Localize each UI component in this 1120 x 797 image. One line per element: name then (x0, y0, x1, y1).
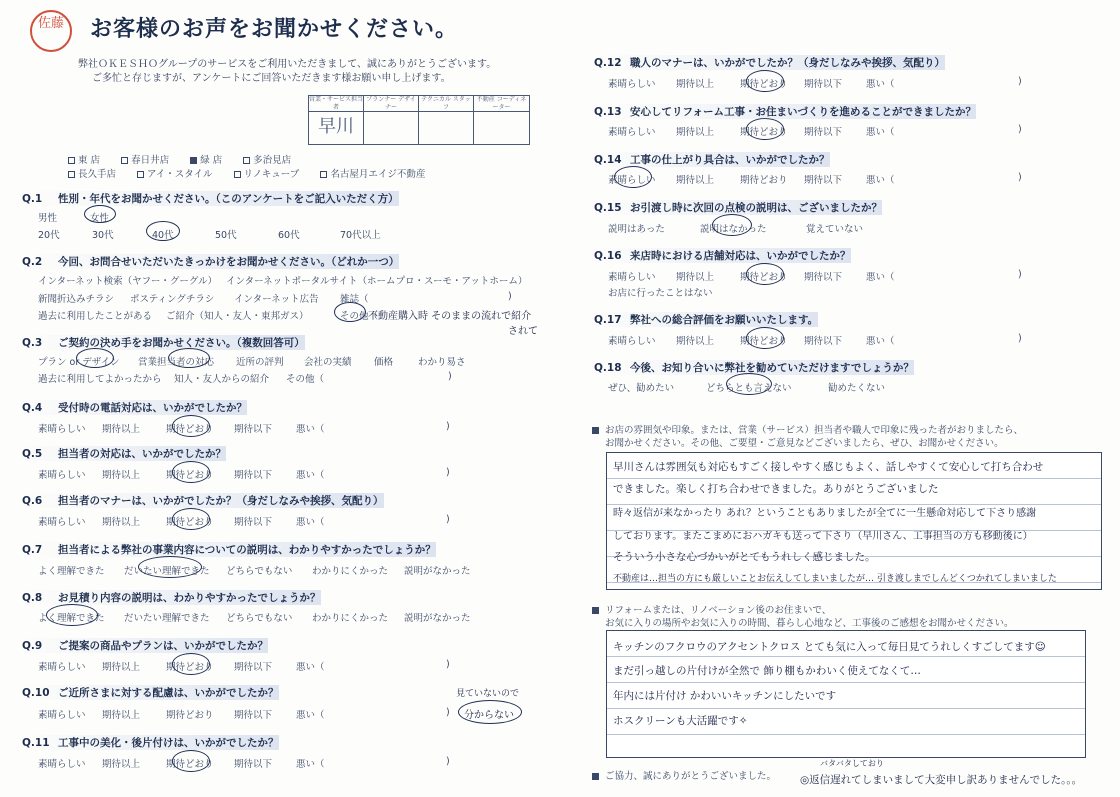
q17-opt-above[interactable]: 期待以上 (676, 336, 715, 347)
intro-line-2: ご多忙と存じますが、アンケートにご回答いただきます様お願い申し上げます。 (92, 73, 451, 84)
q1-title: Q.1 性別・年代をお聞かせください。（このアンケートをご記入いただく方） (22, 193, 399, 205)
q15-opt-3[interactable]: 覚えていない (806, 224, 864, 235)
comment1-line: 時々返信が来なかったり あれ？ということもありましたが全てに一生懸命対応して下さり感謝 (613, 508, 1037, 519)
q2-opt-referral[interactable]: ご紹介（知人・友人・東邦ガス） (166, 311, 309, 322)
answer-circle (746, 263, 784, 285)
answer-circle (746, 70, 784, 92)
checkbox-icon (243, 157, 250, 164)
answer-circle (172, 750, 210, 772)
seal-stamp: 佐藤 (30, 10, 72, 52)
answer-circle (458, 700, 522, 724)
q2-opt-other[interactable]: その他（ (340, 311, 379, 322)
shop-option-checked[interactable]: 緑 店 (190, 155, 222, 166)
answer-circle (84, 205, 116, 223)
q16-opt-bad[interactable]: 悪い（ (866, 272, 895, 283)
q11-title: Q.11 工事中の美化・後片付けは、いかがでしたか？ (22, 737, 279, 749)
checkbox-icon (234, 171, 241, 178)
q2-opt-newspaper[interactable]: 新聞折込みチラシ (38, 294, 115, 305)
q13-opt-above[interactable]: 期待以上 (676, 127, 715, 138)
answer-circle (334, 302, 366, 322)
q16-opt-never-visited[interactable]: お店に行ったことはない (608, 288, 713, 299)
q17-opt-below[interactable]: 期待以下 (804, 336, 843, 347)
checkbox-icon (320, 171, 327, 178)
footer-thanks: ご協力、誠にありがとうございました。 (592, 768, 776, 782)
q14-opt-bad[interactable]: 悪い（ (866, 175, 895, 186)
q11-paren-close: ) (446, 756, 450, 767)
staff-header-realestate: 不動産 コーディネーター (474, 96, 529, 112)
q4-paren-close: ) (446, 421, 450, 432)
q12-opt-below[interactable]: 期待以下 (804, 79, 843, 90)
q17-opt-as-expected[interactable]: 期待どおり (740, 336, 788, 347)
bullet-square-icon (592, 427, 599, 434)
q17-opt-excellent[interactable]: 素晴らしい (608, 336, 656, 347)
answer-circle (76, 348, 114, 368)
q9-opt-as-expected[interactable]: 期待どおり (166, 662, 214, 673)
q12-title: Q.12 職人のマナーは、いかがでしたか？（身だしなみや挨拶、気配り） (594, 57, 945, 69)
q2-opt-web-ad[interactable]: インターネット広告 (234, 294, 319, 305)
comment1-prompt: お店の雰囲気や印象。または、営業（サービス）担当者や職人で印象に残った者がおりましたら、 お聞かせください。その他、ご要望・ご意見などございましたら、ぜひ、お聞かせください。 (592, 424, 1023, 450)
q6-opt-above[interactable]: 期待以上 (102, 517, 141, 528)
checkbox-icon (137, 171, 144, 178)
shop-option[interactable]: 多治見店 (243, 155, 291, 166)
shop-option[interactable]: 長久手店 (68, 169, 116, 180)
q8-opt-5[interactable]: 説明がなかった (404, 613, 471, 624)
q3-opt-referral[interactable]: 知人・友人からの紹介 (174, 374, 270, 385)
comment1-line: 早川さんは雰囲気も対応もすごく接しやすく感じもよく、話しやすくて安心して打ち合わせ (613, 461, 1044, 473)
q7-title: Q.7 担当者による弊社の事業内容についての説明は、わかりやすかったでしょうか？ (22, 544, 436, 556)
q1-age-60[interactable]: 60代 (278, 230, 300, 241)
q17-paren-close: ) (1018, 333, 1022, 344)
footer-handwritten-small: バタバタしており (820, 759, 884, 768)
shop-option[interactable]: リノキューブ (234, 169, 300, 180)
answer-circle (746, 327, 784, 349)
shop-option[interactable]: アイ・スタイル (137, 169, 212, 180)
q4-opt-excellent[interactable]: 素晴らしい (38, 424, 86, 435)
answer-circle (172, 653, 210, 675)
q14-opt-as-expected[interactable]: 期待どおり (740, 175, 788, 186)
q2-title: Q.2 今回、お問合せいただいたきっかけをお聞かせください。（どれか一つ） (22, 256, 400, 268)
staff-value-sales[interactable]: 早川 (309, 112, 364, 144)
q4-opt-above[interactable]: 期待以上 (102, 424, 141, 435)
q10-opt-below[interactable]: 期待以下 (234, 710, 273, 721)
bullet-square-icon (592, 773, 599, 780)
q7-opt-5[interactable]: 説明がなかった (404, 566, 471, 577)
checkbox-icon (121, 157, 128, 164)
q10-title: Q.10 ご近所さまに対する配慮は、いかがでしたか？ (22, 687, 279, 699)
q1-age-20[interactable]: 20代 (38, 230, 60, 241)
answer-circle (146, 221, 180, 241)
q15-opt-2[interactable]: 説明はなかった (700, 224, 767, 235)
comment2-box[interactable] (606, 630, 1086, 758)
q10-opt-above[interactable]: 期待以上 (102, 710, 141, 721)
q8-opt-2[interactable]: だいたい理解できた (124, 613, 210, 624)
q1-age-40[interactable]: 40代 (152, 230, 174, 241)
q6-opt-below[interactable]: 期待以下 (234, 517, 273, 528)
q6-opt-bad[interactable]: 悪い（ (296, 517, 325, 528)
q18-opt-2[interactable]: どちらとも言えない (706, 383, 792, 394)
shop-option[interactable]: 東 店 (68, 155, 100, 166)
q9-opt-below[interactable]: 期待以下 (234, 662, 273, 673)
q2-opt-past-use[interactable]: 過去に利用したことがある (38, 311, 153, 322)
q7-opt-2[interactable]: だいたい理解できた (124, 566, 210, 577)
q12-paren-close: ) (1018, 76, 1022, 87)
q1-male[interactable]: 男性 (38, 213, 58, 224)
q6-opt-as-expected[interactable]: 期待どおり (166, 517, 214, 528)
q1-age-70[interactable]: 70代以上 (340, 230, 381, 241)
q16-opt-above[interactable]: 期待以上 (676, 272, 715, 283)
q9-opt-excellent[interactable]: 素晴らしい (38, 662, 86, 673)
q7-opt-3[interactable]: どちらでもない (226, 566, 293, 577)
intro-line-1: 弊社ＯＫＥＳＨＯグループのサービスをご利用いただきまして、誠にありがとうございます。 (78, 59, 497, 70)
comment2-line: キッチンのフクロウのアクセントクロス とても気に入って毎日見てうれしくすごしてます☺ (613, 641, 1046, 653)
comment1-line: 不動産は…担当の方にも厳しいことお伝えしてしまいましたが… 引き渡しまでしんどくつかれてしまいました (613, 574, 1057, 584)
q2-opt-portal[interactable]: インターネットポータルサイト（ホームプロ・スーモ・アットホーム） (226, 276, 528, 287)
staff-value-realestate[interactable] (474, 112, 529, 144)
q12-opt-bad[interactable]: 悪い（ (866, 79, 895, 90)
q9-paren-close: ) (446, 659, 450, 670)
answer-circle (726, 373, 772, 395)
q10-opt-bad[interactable]: 悪い（ (296, 710, 325, 721)
q5-title: Q.5 担当者の対応は、いかがでしたか？ (22, 448, 226, 460)
q16-opt-below[interactable]: 期待以下 (804, 272, 843, 283)
staff-header-planner: プランナー デザイナー (364, 96, 419, 112)
answer-circle (172, 461, 210, 483)
q3-opt-plan[interactable]: プラン or デザイン (38, 357, 120, 368)
comment1-line: できました。楽しく打ち合わせできました。ありがとうございました (613, 483, 939, 495)
bullet-square-icon (592, 607, 599, 614)
answer-circle (172, 508, 210, 530)
q5-paren-close: ) (446, 467, 450, 478)
q11-opt-bad[interactable]: 悪い（ (296, 759, 325, 770)
checkbox-icon (68, 157, 75, 164)
q13-title: Q.13 安心してリフォーム工事・お住まいづくりを進めることができましたか？ (594, 106, 976, 118)
q2-opt-magazine[interactable]: 雑誌（ (340, 294, 369, 305)
q2-opt-search[interactable]: インターネット検索（ヤフー・グーグル） (38, 276, 218, 287)
q2-handwritten-other-2: されて (508, 326, 538, 337)
q9-title: Q.9 ご提案の商品やプランは、いかがでしたか？ (22, 640, 268, 652)
q3-opt-past[interactable]: 過去に利用してよかったから (38, 374, 162, 385)
q3-opt-other[interactable]: その他（ (286, 374, 325, 385)
comment2-prompt: リフォームまたは、リノベーション後のお住まいで、 お気に入りの場所やお気に入りの時間、暮らし心地など、工事後のご感想をお聞かせください。 (592, 604, 1014, 630)
q9-opt-above[interactable]: 期待以上 (102, 662, 141, 673)
answer-circle (46, 604, 98, 626)
q18-title: Q.18 今後、お知り合いに弊社を勧めていただけますでしょうか？ (594, 362, 914, 374)
staff-value-planner[interactable] (364, 112, 419, 144)
shop-option[interactable]: 名古屋月エイジ不動産 (320, 169, 425, 180)
q3-opt-price[interactable]: 価格 (374, 357, 394, 368)
q11-opt-above[interactable]: 期待以上 (102, 759, 141, 770)
q1-age-50[interactable]: 50代 (215, 230, 237, 241)
q8-opt-3[interactable]: どちらでもない (226, 613, 293, 624)
q3-opt-clarity[interactable]: わかり易さ (418, 357, 466, 368)
intro-text (78, 58, 496, 86)
answer-circle (172, 415, 210, 437)
q10-handwritten-note: 見ていないので (456, 689, 520, 699)
q14-opt-excellent[interactable]: 素晴らしい (608, 175, 656, 186)
q13-paren-close: ) (1018, 124, 1022, 135)
q7-opt-4[interactable]: わかりにくかった (312, 566, 389, 577)
q2-paren-close: ) (508, 291, 512, 302)
q2-handwritten-other: 不動産購入時 そのままの流れで紹介 (368, 311, 532, 322)
q17-opt-bad[interactable]: 悪い（ (866, 336, 895, 347)
q7-opt-1[interactable]: よく理解できた (38, 566, 105, 577)
q1-female[interactable]: 女性 (90, 213, 110, 224)
q5-opt-below[interactable]: 期待以下 (234, 470, 273, 481)
staff-value-technical[interactable] (419, 112, 474, 144)
q10-opt-as-expected[interactable]: 期待どおり (166, 710, 214, 721)
q9-opt-bad[interactable]: 悪い（ (296, 662, 325, 673)
q4-opt-bad[interactable]: 悪い（ (296, 424, 325, 435)
q18-opt-3[interactable]: 勧めたくない (828, 383, 886, 394)
staff-header-sales: 営業・サービス担当者 (309, 96, 364, 111)
q10-opt-excellent[interactable]: 素晴らしい (38, 710, 86, 721)
q16-paren-close: ) (1018, 269, 1022, 280)
page-title: お客様のお声をお聞かせください。 (90, 17, 459, 42)
q12-opt-excellent[interactable]: 素晴らしい (608, 79, 656, 90)
answer-circle (614, 166, 652, 188)
q3-opt-sales[interactable]: 営業担当者の対応 (138, 357, 215, 368)
shop-row-2 (68, 166, 443, 180)
q5-opt-above[interactable]: 期待以上 (102, 470, 141, 481)
answer-circle (746, 118, 784, 140)
q11-opt-excellent[interactable]: 素晴らしい (38, 759, 86, 770)
shop-row-1 (68, 152, 309, 166)
shop-option[interactable]: 春日井店 (121, 155, 169, 166)
comment1-box[interactable] (606, 452, 1102, 590)
comment1-line: そういう小さな心づかいがとてもうれしく感じました。 (613, 551, 876, 563)
q4-opt-as-expected[interactable]: 期待どおり (166, 424, 214, 435)
q6-title: Q.6 担当者のマナーは、いかがでしたか？（身だしなみや挨拶、気配り） (22, 495, 384, 507)
q8-opt-4[interactable]: わかりにくかった (312, 613, 389, 624)
q14-opt-below[interactable]: 期待以下 (804, 175, 843, 186)
q3-title: Q.3 ご契約の決め手をお聞かせください。（複数回答可） (22, 337, 305, 349)
q6-opt-excellent[interactable]: 素晴らしい (38, 517, 86, 528)
answer-circle (138, 556, 202, 578)
q4-title: Q.4 受付時の電話対応は、いかがでしたか？ (22, 402, 247, 414)
q10-handwritten-answer: 分からない (464, 710, 514, 721)
q13-opt-as-expected[interactable]: 期待どおり (740, 127, 788, 138)
q16-opt-excellent[interactable]: 素晴らしい (608, 272, 656, 283)
q11-opt-as-expected[interactable]: 期待どおり (166, 759, 214, 770)
q10-paren-close: ) (446, 707, 450, 718)
checkbox-icon (68, 171, 75, 178)
q16-opt-as-expected[interactable]: 期待どおり (740, 272, 788, 283)
q16-title: Q.16 来店時における店舗対応は、いかがでしたか？ (594, 250, 851, 262)
q5-opt-excellent[interactable]: 素晴らしい (38, 470, 86, 481)
q3-opt-track-record[interactable]: 会社の実績 (304, 357, 352, 368)
q14-paren-close: ) (1018, 172, 1022, 183)
q8-title: Q.8 お見積り内容の説明は、わかりやすかったでしょうか？ (22, 592, 321, 604)
q15-opt-1[interactable]: 説明はあった (608, 224, 665, 235)
q14-title: Q.14 工事の仕上がり具合は、いかがでしたか？ (594, 154, 830, 166)
checkbox-checked-icon (190, 157, 197, 164)
q3-opt-reputation[interactable]: 近所の評判 (236, 357, 284, 368)
q4-opt-below[interactable]: 期待以下 (234, 424, 273, 435)
comment2-line: まだ引っ越しの片付けが全然で 飾り棚もかわいく使えてなくて… (613, 665, 921, 677)
q12-opt-above[interactable]: 期待以上 (676, 79, 715, 90)
comment2-line: ホスクリーンも大活躍です✧ (613, 715, 748, 727)
q2-opt-posting[interactable]: ポスティングチラシ (130, 294, 215, 305)
comment1-line: しております。またこまめにおハガキも送って下さり（早川さん、工事担当の方も移動後に） (613, 531, 1033, 542)
q6-paren-close: ) (446, 514, 450, 525)
q14-opt-above[interactable]: 期待以上 (676, 175, 715, 186)
q8-opt-1[interactable]: よく理解できた (38, 613, 105, 624)
q17-title: Q.17 弊社への総合評価をお願いいたします。 (594, 314, 819, 326)
q3-paren-close: ) (448, 371, 452, 382)
comment2-line: 年内には片付け かわいいキッチンにしたいです (613, 690, 837, 702)
q11-opt-below[interactable]: 期待以下 (234, 759, 273, 770)
q12-opt-as-expected[interactable]: 期待どおり (740, 79, 788, 90)
q13-opt-excellent[interactable]: 素晴らしい (608, 127, 656, 138)
q1-age-30[interactable]: 30代 (92, 230, 114, 241)
answer-circle (712, 214, 752, 236)
q13-opt-below[interactable]: 期待以下 (804, 127, 843, 138)
q5-opt-bad[interactable]: 悪い（ (296, 470, 325, 481)
staff-table (308, 95, 530, 145)
answer-circle (168, 348, 210, 368)
q18-opt-1[interactable]: ぜひ、勧めたい (608, 383, 675, 394)
q15-title: Q.15 お引渡し時に次回の点検の説明は、ございましたか？ (594, 202, 882, 214)
staff-header-technical: テクニカル スタッフ (419, 96, 474, 112)
footer-handwritten-note: ◎返信遅れてしまいまして大変申し訳ありませんでした。。。 (800, 774, 1083, 786)
q5-opt-as-expected[interactable]: 期待どおり (166, 470, 214, 481)
q13-opt-bad[interactable]: 悪い（ (866, 127, 895, 138)
